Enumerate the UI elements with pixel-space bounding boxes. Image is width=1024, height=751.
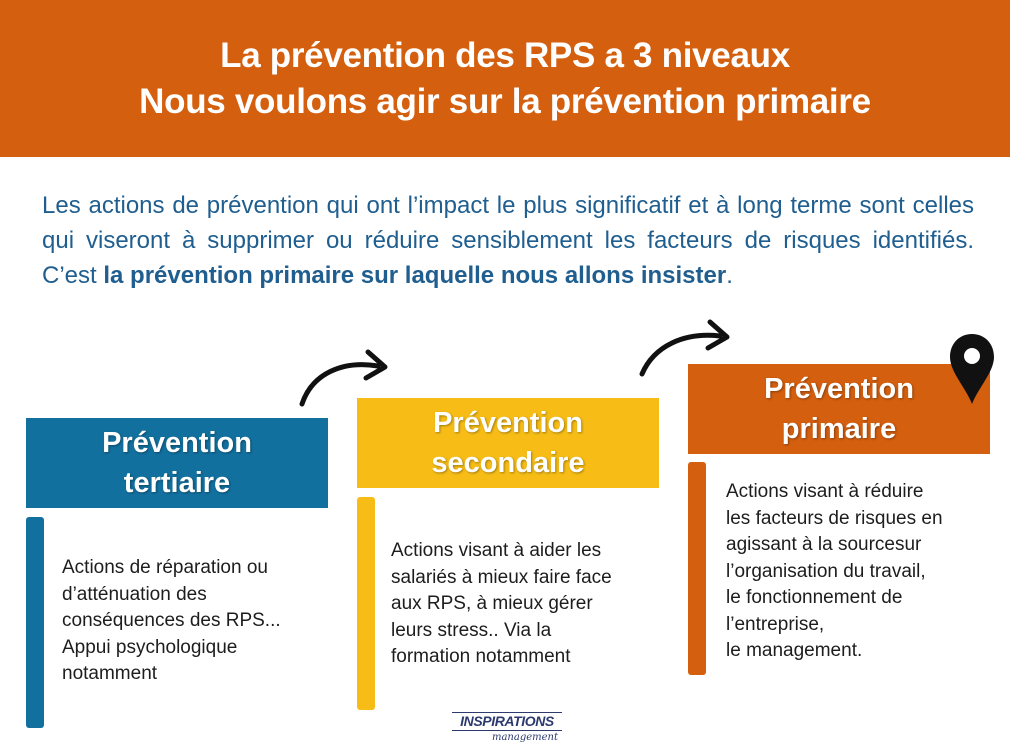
level-tertiaire-title-line2: tertiaire xyxy=(123,467,231,499)
intro-text: Les actions de prévention qui ont l’impact le plus significatif et à long terme sont celles qui viseront à supprimer ou réduire sensiblement les facteurs de risques identifiés. C’est xyxy=(42,192,974,289)
desc-line: salariés à mieux faire face xyxy=(391,566,612,588)
intro-emphasis: la prévention primaire sur laquelle nous allons insister xyxy=(103,262,727,289)
header-banner xyxy=(0,0,1010,157)
desc-line: conséquences des RPS... xyxy=(62,610,281,631)
desc-line: les facteurs de risques en xyxy=(726,507,943,529)
logo-brand: INSPIRATIONS xyxy=(452,712,562,731)
level-secondaire-title-box xyxy=(357,398,659,488)
desc-line: agissant à la sourcesur xyxy=(726,534,922,555)
location-pin-icon xyxy=(948,332,996,406)
desc-line: Appui psychologique xyxy=(62,636,238,658)
desc-line: le fonctionnement de xyxy=(726,587,903,608)
desc-line: d’atténuation des xyxy=(62,583,207,605)
intro-end: . xyxy=(726,262,733,289)
curved-arrow-icon xyxy=(630,316,740,386)
intro-paragraph xyxy=(42,188,974,293)
level-tertiaire-description xyxy=(62,555,281,688)
level-primaire-description xyxy=(726,479,943,665)
level-tertiaire-title-box xyxy=(26,418,328,508)
logo-sub: management xyxy=(491,732,558,743)
desc-line: Actions de réparation ou xyxy=(62,557,268,578)
desc-line: leurs stress.. Via la xyxy=(391,619,552,641)
desc-line: notamment xyxy=(62,663,158,684)
curved-arrow-icon xyxy=(290,340,400,410)
level-secondaire-title-line1: Prévention xyxy=(433,407,583,439)
desc-line: aux RPS, à mieux gérer xyxy=(391,593,593,614)
desc-line: le management. xyxy=(726,640,863,661)
level-primaire-bar xyxy=(688,462,706,675)
desc-line: l’organisation du travail, xyxy=(726,560,926,582)
level-secondaire-description xyxy=(391,538,612,671)
desc-line: l’entreprise, xyxy=(726,613,825,635)
header-title-line2: Nous voulons agir sur la prévention primaire xyxy=(139,81,871,121)
desc-line: Actions visant à réduire xyxy=(726,481,924,502)
level-secondaire-bar xyxy=(357,497,375,710)
desc-line: Actions visant à aider les xyxy=(391,540,602,561)
desc-line: formation notamment xyxy=(391,646,571,667)
level-tertiaire-bar xyxy=(26,517,44,728)
level-secondaire-title-line2: secondaire xyxy=(431,447,585,479)
inspirations-logo xyxy=(452,712,562,748)
level-tertiaire-title-line1: Prévention xyxy=(102,427,252,459)
level-primaire-title-line1: Prévention xyxy=(764,373,914,405)
level-primaire-title-line2: primaire xyxy=(781,413,897,445)
header-title-line1: La prévention des RPS a 3 niveaux xyxy=(220,35,790,75)
